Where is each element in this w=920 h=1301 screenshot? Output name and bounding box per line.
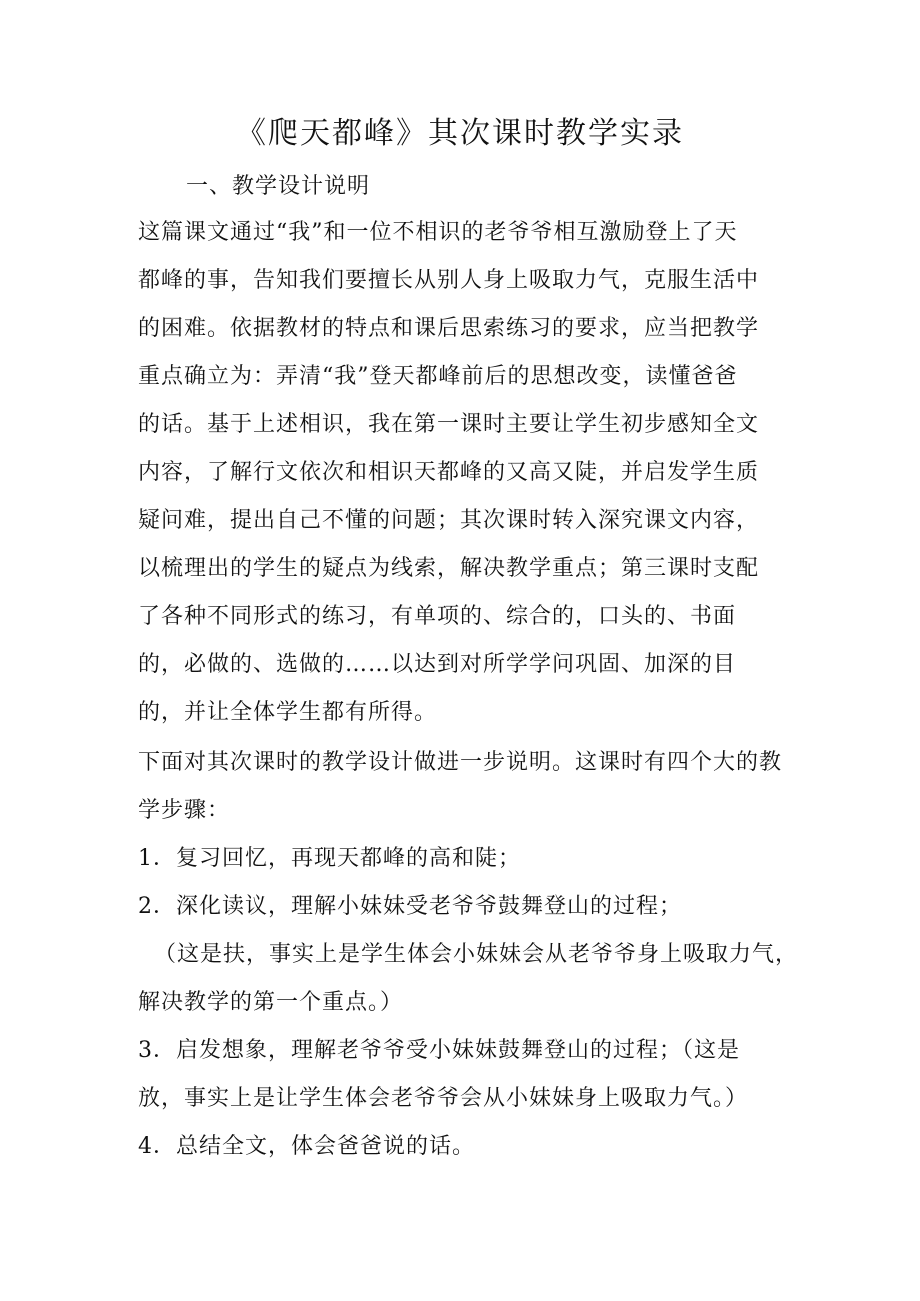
step-3-note: 放，事实上是让学生体会老爷爷会从小妹妹身上吸取力气。） bbox=[138, 1086, 749, 1111]
body-line: 内容，了解行文依次和相识天都峰的又高又陡，并启发学生质 bbox=[138, 460, 760, 485]
step-1: 1．复习回忆，再现天都峰的高和陡； bbox=[138, 846, 521, 871]
section-heading: 一、教学设计说明 bbox=[186, 174, 371, 199]
body-line: 的困难。依据教材的特点和课后思索练习的要求，应当把教学 bbox=[138, 316, 760, 341]
body-line: 这篇课文通过“我”和一位不相识的老爷爷相互激励登上了天 bbox=[138, 220, 738, 245]
body-line: 都峰的事，告知我们要擅长从别人身上吸取力气，克服生活中 bbox=[138, 268, 760, 293]
step-4: 4．总结全文，体会爸爸说的话。 bbox=[138, 1134, 475, 1159]
step-2-note-cont: 解决教学的第一个重点。） bbox=[138, 990, 404, 1015]
body-line: 了各种不同形式的练习，有单项的、综合的，口头的、书面 bbox=[138, 604, 737, 629]
document-title: 《爬天都峰》其次课时教学实录 bbox=[236, 116, 684, 151]
body-line: 重点确立为：弄清“我”登天都峰前后的思想改变，读懂爸爸 bbox=[138, 364, 738, 389]
body-line: 学步骤： bbox=[138, 798, 231, 823]
step-3: 3．启发想象，理解老爷爷受小妹妹鼓舞登山的过程；（这是 bbox=[138, 1038, 740, 1063]
body-line: 下面对其次课时的教学设计做进一步说明。这课时有四个大的教 bbox=[138, 750, 783, 775]
body-line: 的，必做的、选做的……以达到对所学学问巩固、加深的目 bbox=[138, 652, 737, 677]
body-line: 疑问难，提出自己不懂的问题；其次课时转入深究课文内容， bbox=[138, 508, 760, 533]
step-2: 2．深化读议，理解小妹妹受老爷爷鼓舞登山的过程； bbox=[138, 894, 682, 919]
body-line: 的话。基于上述相识，我在第一课时主要让学生初步感知全文 bbox=[138, 412, 760, 437]
step-2-note: （这是扶，事实上是学生体会小妹妹会从老爷爷身上吸取力气， bbox=[154, 942, 799, 967]
body-line: 以梳理出的学生的疑点为线索，解决教学重点；第三课时支配 bbox=[138, 556, 760, 581]
body-line: 的，并让全体学生都有所得。 bbox=[138, 700, 438, 725]
